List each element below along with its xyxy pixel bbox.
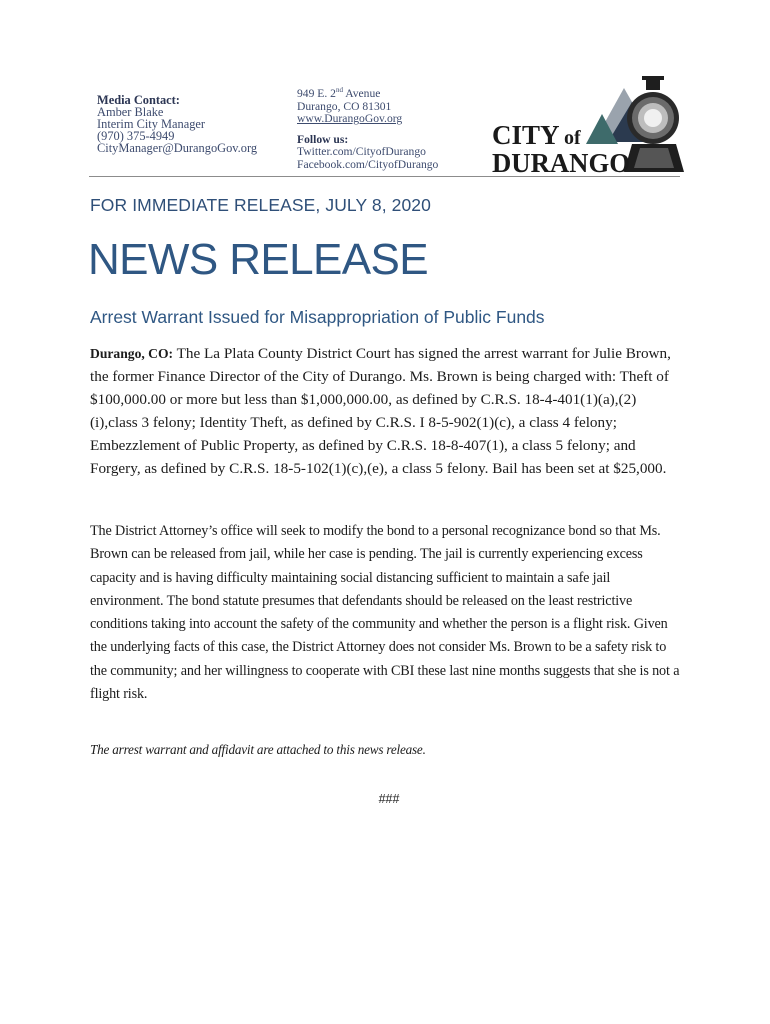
body-paragraph-2: The District Attorney’s office will seek to modify the bond to a personal recognizance bond so that Ms. Brown can be released from jail, while her case is pending. The jail is currently experiencing excess capacity and is having difficulty maintaining social distancing sufficient to maintain a safe jail environment. The bond statute presumes that defendants should be released on the least restrictive conditions taking into account the safety of the community and whether the person is a flight risk. Given the underlying facts of this case, the District Attorney does not consider Ms. Brown to be a safety risk to the community; and her willingness to cooperate with CBI these last nine months suggests that she is not a flight risk.: [90, 523, 680, 703]
header-divider: [89, 176, 680, 177]
logo-text-city: CITY: [492, 120, 560, 150]
facebook-link[interactable]: Facebook.com/CityofDurango: [297, 157, 439, 171]
body-paragraph-1: [90, 342, 680, 481]
twitter-link[interactable]: Twitter.com/CityofDurango: [297, 145, 426, 158]
contact-name: Amber Blake: [97, 105, 164, 119]
street-number: 949 E. 2: [297, 87, 336, 100]
attachment-note: The arrest warrant and affidavit are attached to this news release.: [90, 742, 426, 757]
contact-phone: (970) 375-4949: [97, 129, 175, 143]
contact-title: Interim City Manager: [97, 117, 206, 131]
release-date-line: FOR IMMEDIATE RELEASE, JULY 8, 2020: [90, 195, 431, 215]
media-contact-label: Media Contact:: [97, 93, 180, 107]
media-contact-block: [97, 94, 257, 154]
address-block: [297, 88, 438, 171]
street-name: Avenue: [342, 87, 381, 100]
street-suffix: nd: [335, 86, 343, 95]
street-address: [297, 88, 438, 101]
logo-text-durango: DURANGO: [492, 148, 630, 176]
dateline: Durango, CO:: [90, 346, 174, 361]
follow-label: Follow us:: [297, 132, 349, 146]
paragraph-1-text: The La Plata County District Court has signed the arrest warrant for Julie Brown, the former Finance Director of the City of Durango. Ms. Brown is being charged with: Theft of $100,000.00 or more but less than $1,000,000.00, as defined by C.R.S. 18-4-401(1)(a),(2)(i),class 3 felony; Identity Theft, as defined by C.R.S. I 8-5-902(1)(c), a class 4 felony; Embezzlement of Public Property, as defined by C.R.S. 18-8-407(1), a class 5 felony; and Forgery, as defined by C.R.S. 18-5-102(1)(c),(e), a class 5 felony. Bail has been set at $25,000.: [90, 345, 671, 478]
logo-graphic: [490, 72, 686, 176]
page-title: NEWS RELEASE: [88, 235, 429, 284]
logo-text-of: of: [564, 127, 581, 149]
subheadline: Arrest Warrant Issued for Misappropriation of Public Funds: [90, 307, 545, 327]
city-line: Durango, CO 81301: [297, 99, 392, 113]
end-mark: ###: [378, 792, 400, 806]
contact-email[interactable]: CityManager@DurangoGov.org: [97, 141, 258, 155]
city-of-durango-logo: [490, 72, 686, 176]
website-link[interactable]: www.DurangoGov.org: [297, 112, 403, 125]
locomotive-icon: [624, 76, 684, 172]
